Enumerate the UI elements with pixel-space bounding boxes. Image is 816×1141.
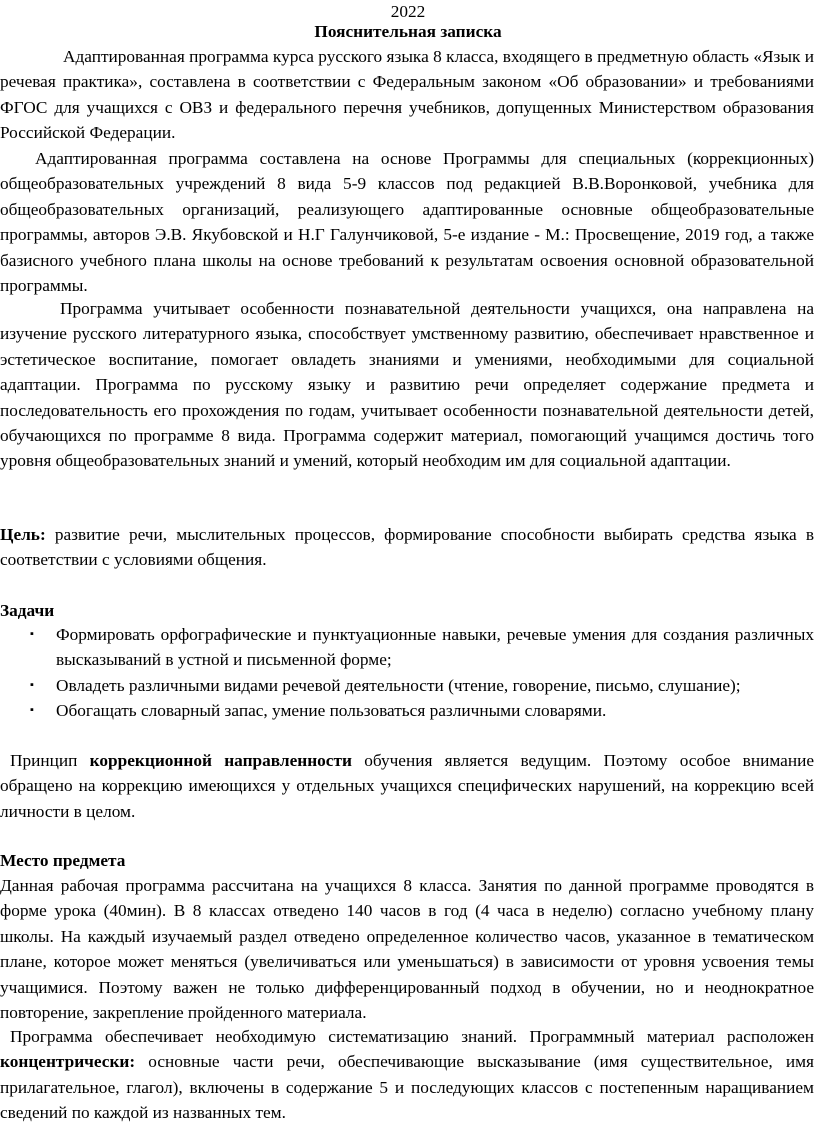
place-paragraph bbox=[0, 873, 814, 1025]
principle-text-after: обучения является ведущим. Поэтому особое внимание обращено на коррекцию имеющихся у отдельных учащихся специфических нарушений, на коррекцию всей личности в целом. bbox=[0, 751, 814, 821]
list-item bbox=[0, 698, 814, 723]
intro-paragraph-1-text: Адаптированная программа курса русского языка 8 класса, входящего в предметную область «Язык и речевая практика», составлена в соответствии с Федеральным законом «Об образовании» и требованиями ФГОС для учащихся с ОВЗ и федерального перечня учебников, допущенных Министерством образования Российской Федерации. bbox=[0, 47, 814, 143]
bullet-icon: ▪ bbox=[30, 678, 34, 691]
document-title: Пояснительная записка bbox=[314, 22, 502, 41]
bullet-icon: ▪ bbox=[30, 704, 34, 717]
place-heading: Место предмета bbox=[0, 851, 126, 870]
tasks-list bbox=[0, 622, 814, 724]
principle-bold: коррекционной направленности bbox=[89, 751, 352, 770]
task-text: Овладеть различными видами речевой деятельности (чтение, говорение, письмо, слушание); bbox=[56, 675, 741, 695]
goal-label: Цель: bbox=[0, 525, 46, 544]
principle-text-before: Принцип bbox=[10, 751, 90, 770]
list-item bbox=[0, 622, 814, 673]
intro-paragraph-2-text: Адаптированная программа составлена на основе Программы для специальных (коррекционных) общеобразовательных учреждений 8 вида 5-9 классов под редакцией В.В.Воронковой, учебника для общеобразовательных организаций, реализующего адаптированные основные общеобразовательные программы, авторов Э.В. Якубовской и Н.Г Галунчиковой, 5-е издание - М.: Просвещение, 2019 год, а также базисного учебного плана школы на основе требований к результатам освоения основной образовательной программы. bbox=[0, 149, 814, 296]
concentric-bold: концентрически: bbox=[0, 1052, 136, 1072]
concentric-paragraph bbox=[0, 1024, 814, 1126]
goal-paragraph bbox=[0, 522, 814, 573]
concentric-text-before: Программа обеспечивает необходимую систематизацию знаний. Программный материал расположен bbox=[10, 1027, 814, 1046]
document-year: 2022 bbox=[390, 2, 426, 21]
bullet-icon: ▪ bbox=[30, 628, 34, 640]
place-text: Данная рабочая программа рассчитана на учащихся 8 класса. Занятия по данной программе проводятся в форме урока (40мин). В 8 классах отведено 140 часов в год (4 часа в неделю) согласно учебному плану школы. На каждый изучаемый раздел отведено определенное количество часов, указанное в тематическом плане, которое может меняться (увеличиваться или уменьшаться) в зависимости от уровня усвоения темы учащимися. Поэтому важен не только дифференцированный подход в обучении, но и неоднократное повторение, закрепление пройденного материала. bbox=[0, 876, 814, 1023]
goal-text: развитие речи, мыслительных процессов, формирование способности выбирать средства языка в соответствии с условиями общения. bbox=[0, 525, 814, 570]
intro-paragraph-1 bbox=[0, 44, 814, 146]
concentric-text-after: основные части речи, обеспечивающие высказывание (имя существительное, имя прилагательное, глагол), включены в содержание 5 и последующих классов с постепенным наращиванием сведений по каждой из названных тем. bbox=[0, 1052, 814, 1123]
task-text: Формировать орфографические и пунктуационные навыки, речевые умения для создания различных высказываний в устной и письменной форме; bbox=[56, 625, 814, 670]
intro-paragraph-2 bbox=[0, 146, 814, 298]
principle-paragraph bbox=[0, 748, 814, 824]
task-text: Обогащать словарный запас, умение пользоваться различными словарями. bbox=[56, 701, 607, 721]
list-item bbox=[0, 673, 814, 698]
tasks-heading: Задачи bbox=[0, 601, 55, 620]
intro-paragraph-3 bbox=[0, 296, 814, 474]
intro-paragraph-3-text: Программа учитывает особенности познавательной деятельности учащихся, она направлена на изучение русского литературного языка, способствует умственному развитию, обеспечивает нравственное и эстетическое воспитание, помогает овладеть знаниями и умениями, необходимыми для социальной адаптации. Программа по русскому языку и развитию речи определяет содержание предмета и последовательность его прохождения по годам, учитывает особенности познавательной деятельности детей, обучающихся по программе 8 вида. Программа содержит материал, помогающий учащимся достичь того уровня общеобразовательных знаний и умений, который необходим им для социальной адаптации. bbox=[0, 299, 814, 471]
